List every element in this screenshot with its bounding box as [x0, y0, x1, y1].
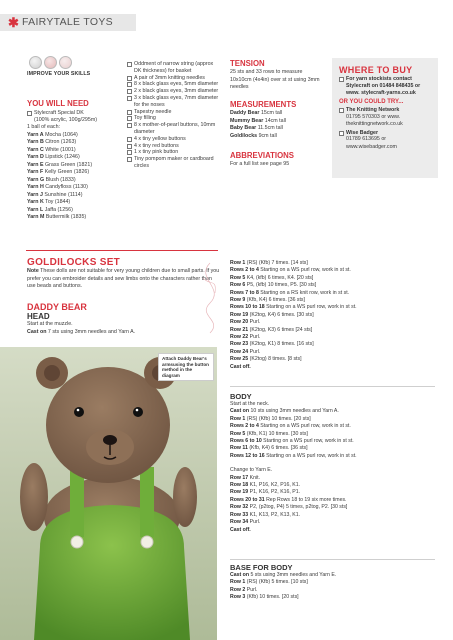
checkbox-icon [127, 110, 132, 115]
checkbox-icon [127, 116, 132, 121]
checklist-item [127, 149, 219, 156]
checkbox-icon [127, 157, 132, 162]
pattern-row-text: K1, K13, P2, K13, K1. [249, 511, 301, 518]
checklist-text: Toy filling [134, 115, 156, 122]
yarn-item-text: Citron (1263) [45, 139, 77, 146]
pattern-row [230, 423, 435, 430]
yarn-item [27, 177, 125, 185]
measurement-item-text: 15cm tall [260, 110, 283, 116]
checklist-text: A pair of 3mm knitting needles [134, 74, 205, 81]
checkbox-icon [127, 76, 132, 81]
pattern-row-text: Starting on a RS knit row, work in st st. [260, 289, 350, 296]
base-section [230, 563, 435, 602]
pattern-row-label: Row 19 [230, 311, 249, 318]
pattern-row [230, 512, 435, 519]
yarn-item-label: Yarn L [27, 206, 44, 213]
pattern-row-text: P2, (p2tog, P4) 5 times, p2tog, P2. [30 sts] [249, 504, 348, 511]
pattern-row [230, 260, 435, 267]
yarn-item-label: Yarn B [27, 139, 44, 146]
checklist-item [127, 109, 219, 116]
pattern-row [230, 297, 435, 304]
base-cast-on: 5 sts using 3mm needles and Yarn E. [250, 572, 337, 578]
yarn-intro-2: (100% acrylic, 100g/295m) [34, 116, 98, 123]
pattern-row-text: K1, P16, K2, P16, K1. [249, 482, 301, 489]
pattern-row-label: Row 11 [230, 445, 248, 452]
where-to-buy-content [339, 76, 435, 151]
checklist-item [127, 61, 219, 75]
measurement-item [230, 133, 320, 141]
skills-label: IMPROVE YOUR SKILLS [27, 71, 91, 77]
body-divider [230, 386, 435, 387]
knitting-network-name: The Knitting Network [346, 106, 400, 113]
pattern-row [230, 431, 435, 438]
pattern-row-text: (Kfb) 10 times. [20 sts] [246, 594, 299, 601]
pattern-row-label: Row 32 [230, 504, 249, 511]
knitting-network-detail: 01795 570303 or www. theknittingnetwork.co.uk [346, 113, 403, 128]
yarn-item-text: Lipstick (1246) [45, 154, 80, 161]
daddy-bear-photo [0, 347, 217, 640]
pattern-row [230, 489, 435, 496]
pattern-row-label: Row 23 [230, 341, 249, 348]
pattern-row-text: (Kfb, K4) 6 times. [36 sts] [249, 445, 308, 452]
skill-level-ball-2 [44, 56, 57, 69]
pattern-row [230, 579, 435, 586]
pattern-row [230, 416, 435, 423]
checklist-item [127, 81, 219, 88]
pattern-row [230, 364, 435, 371]
pattern-row-label: Cast off. [230, 526, 251, 533]
pattern-row-label: Row 33 [230, 511, 249, 518]
checklist-text: Tiny pompom maker or cardboard circles [134, 156, 214, 169]
yarn-item-text: Buttermilk (1835) [45, 214, 87, 221]
bear-illustration [0, 347, 217, 640]
yarn-item [27, 169, 125, 177]
asterisk-icon: ✱ [8, 15, 19, 30]
yarn-item-text: Blush (1833) [45, 176, 76, 183]
abbreviations-text: For a full list see page 95 [230, 161, 290, 167]
checkbox-icon [127, 144, 132, 149]
pattern-row [230, 482, 435, 489]
checklist-item [127, 143, 219, 150]
cast-on-label: Cast on [27, 328, 47, 335]
yarn-item [27, 154, 125, 162]
pattern-row-label: Cast off. [230, 363, 251, 370]
section-divider [26, 250, 218, 251]
pattern-row-label: Row 24 [230, 348, 249, 355]
pattern-row [230, 334, 435, 341]
pattern-row-label: Row 5 [230, 430, 246, 437]
yarn-intro-3: 1 ball of each: [27, 124, 60, 131]
measurement-item-text: 9cm tall [258, 132, 277, 139]
checklist-text: 3 x black glass eyes, 7mm diameter for the noses [134, 94, 219, 108]
pattern-row-text: Purl. [249, 348, 261, 355]
measurement-item-text: 14cm tall [264, 117, 286, 124]
pattern-row-text: (Kfb, K1) 10 times. [30 sts] [246, 430, 308, 437]
pattern-row-text: Starting on a WS purl row, work in st st. [263, 438, 354, 445]
pattern-row [230, 349, 435, 356]
checklist-item [127, 88, 219, 95]
yarn-item [27, 199, 125, 207]
pattern-row-label: Row 25 [230, 356, 249, 363]
pattern-row-text: (RS) (Kfb) 7 times. [14 sts] [246, 260, 308, 266]
pattern-row-text: (RS) (Kfb) 5 times. [10 sts] [246, 579, 308, 586]
yarn-item [27, 139, 125, 147]
measurements-list [230, 110, 320, 140]
pattern-row-text: Starting on a WS purl row, work in st st. [260, 267, 351, 274]
tension-text: 25 sts and 33 rows to measure 10x10cm (4x4in) over st st using 3mm needles [230, 69, 320, 90]
pattern-row-label: Row 34 [230, 519, 249, 526]
yarn-item-label: Yarn G [27, 176, 45, 183]
materials-checklist [127, 61, 219, 170]
measurements-title: MEASUREMENTS [230, 100, 297, 109]
pattern-row-label: Row 19 [230, 489, 249, 496]
measurement-item [230, 110, 320, 118]
checklist-text: 4 x tiny red buttons [134, 142, 179, 149]
pattern-row-text: Purl. [249, 519, 261, 526]
pattern-row-label: Row 22 [230, 334, 249, 341]
yarn-item-label: Yarn F [27, 169, 44, 176]
pattern-row-text: Starting on a WS purl row, work in st st. [266, 304, 357, 311]
body-title: BODY [230, 392, 252, 401]
base-divider [230, 559, 435, 560]
pattern-row-text: Starting on a WS purl row, work in st st. [266, 452, 357, 459]
checklist-text: 8 x black glass eyes, 5mm diameter [134, 81, 219, 88]
section-title: FAIRYTALE TOYS [22, 16, 113, 28]
measurement-item-label: Baby Bear [230, 125, 257, 131]
pattern-row [230, 587, 435, 594]
yarn-item [27, 207, 125, 215]
pattern-row [230, 519, 435, 526]
pattern-row-label: Row 2 [230, 586, 246, 593]
yarn-item-label: Yarn A [27, 131, 44, 138]
note-label: Note [27, 268, 39, 274]
pattern-row-label: Rows 12 to 16 [230, 452, 265, 459]
yarn-item-text: White (1001) [45, 146, 76, 153]
checklist-text: 1 x tiny pink button [134, 149, 179, 156]
where-to-buy-title: WHERE TO BUY [339, 65, 413, 75]
pattern-row-label: Row 1 [230, 415, 246, 422]
you-will-need-title: YOU WILL NEED [27, 99, 89, 108]
pattern-row [230, 594, 435, 601]
yarn-intro-1: Stylecraft Special DK [34, 110, 84, 116]
pattern-row-text: Starting on a WS purl row, work in st st. [260, 423, 351, 430]
yarn-item-label: Yarn H [27, 184, 44, 191]
head-subtitle: HEAD [27, 312, 50, 321]
base-cast-on-label: Cast on [230, 572, 250, 578]
pattern-row-text: Purl. [249, 319, 261, 326]
abbreviations-title: ABBREVIATIONS [230, 151, 294, 160]
yarn-item-text: Jaffa (1256) [44, 206, 73, 213]
yarn-item-text: Kelly Green (1826) [44, 169, 90, 176]
note-text: These dolls are not suitable for very young children due to small parts. If you prefer you can embroider details and sew limbs onto the characters rather than use beads and buttons. [27, 268, 220, 289]
checklist-item [127, 156, 219, 170]
pattern-row-label: Rows 2 to 4 [230, 267, 259, 274]
pattern-row-label: Row 9 [230, 297, 246, 304]
head-start-text: Start at the muzzle. [27, 321, 73, 327]
pattern-row-label: Rows 2 to 4 [230, 423, 259, 430]
checklist-text: 8 x mother-of-pearl buttons, 10mm diameter [134, 122, 216, 135]
pattern-row-text: Rep Rows 18 to 19 six more times. [266, 496, 347, 503]
checkbox-icon [127, 123, 132, 128]
yarn-item-text: Sunshine (1114) [44, 191, 83, 198]
yarn-item-text: Grass Green (1821) [44, 161, 93, 168]
yarn-item-text: Toy (1844) [45, 199, 71, 206]
pattern-row [230, 304, 435, 311]
pattern-row [230, 282, 435, 289]
pattern-row-label: Row 1 [230, 579, 246, 586]
checklist-item [127, 75, 219, 82]
checklist-text: 4 x tiny yellow buttons [134, 135, 186, 142]
measurement-item-label: Daddy Bear [230, 110, 260, 116]
pattern-row [230, 445, 435, 452]
body-cast-on: 10 sts using 3mm needles and Yarn A. [250, 408, 339, 415]
checklist-item [127, 122, 219, 136]
pattern-row-label: Row 1 [230, 260, 246, 266]
checklist-item [127, 95, 219, 109]
or-you-could-try: OR YOU COULD TRY... [339, 99, 404, 106]
pattern-row-text: (RS) (Kfb) 10 times. [20 sts] [246, 415, 311, 422]
pattern-row [230, 504, 435, 511]
pattern-row-text: Knit. [249, 474, 261, 481]
goldilocks-title: GOLDILOCKS SET [27, 257, 121, 268]
pattern-row-label: Row 6 [230, 282, 246, 289]
yarn-item [27, 214, 125, 222]
change-yarn: Change to Yarn E. [230, 467, 273, 474]
pattern-row-label: Row 3 [230, 594, 246, 601]
pattern-row-label: Rows 6 to 10 [230, 438, 262, 445]
skill-level-ball-1 [29, 56, 42, 69]
pattern-row-text: P5, (kfb) 10 times, P5. [30 sts] [246, 282, 317, 289]
checklist-text: Tapestry needle [134, 108, 172, 115]
body-cast-on-label: Cast on [230, 408, 250, 415]
pattern-row [230, 267, 435, 274]
measurement-item [230, 118, 320, 126]
yarn-item [27, 147, 125, 155]
pattern-row [230, 290, 435, 297]
yarn-item-text: Mocha (1064) [45, 131, 78, 138]
checklist-text: Oddment of narrow string (approx DK thickness) for basket [134, 61, 214, 74]
pattern-row-text: Purl. [246, 586, 258, 593]
wise-badger-detail: 01789 613695 or www.wisebadger.com [346, 136, 397, 150]
yarn-item-label: Yarn C [27, 146, 44, 153]
checklist-item [127, 136, 219, 143]
pattern-row [230, 319, 435, 326]
pattern-row-text: (K2tog, K4) 6 times. [30 sts] [249, 311, 314, 318]
pattern-row-label: Rows 20 to 31 [230, 496, 265, 503]
pattern-row [230, 527, 435, 534]
pattern-row [230, 341, 435, 348]
pattern-row-label: Rows 10 to 18 [230, 304, 265, 311]
measurement-item [230, 125, 320, 133]
pattern-row [230, 312, 435, 319]
yarn-list [27, 110, 125, 222]
pattern-row-text: (K2tog, K1) 8 times. [16 sts] [249, 341, 314, 348]
pattern-row-label: Rows 7 to 8 [230, 289, 259, 296]
head-rows [230, 260, 435, 371]
pattern-row [230, 453, 435, 460]
pattern-row-label: Row 20 [230, 319, 249, 326]
body-section [230, 392, 435, 534]
pattern-row [230, 356, 435, 363]
skill-level-ball-3 [59, 56, 72, 69]
pattern-row [230, 475, 435, 482]
pattern-row [230, 438, 435, 445]
wise-badger-name: Wise Badger [346, 129, 379, 136]
cast-on-text: 7 sts using 3mm needles and Yarn A. [47, 328, 136, 335]
checkbox-icon [127, 62, 132, 67]
base-title: BASE FOR BODY [230, 563, 293, 572]
measurement-item-label: Mummy Bear [230, 117, 264, 124]
pattern-row [230, 327, 435, 334]
yarn-item-label: Yarn M [27, 214, 45, 221]
pattern-row-label: Row 17 [230, 474, 249, 481]
pattern-row-text: (K2tog, K3) 6 times [24 sts] [249, 326, 313, 333]
yarn-item-label: Yarn D [27, 154, 44, 161]
measurement-item-label: Goldilocks [230, 132, 258, 139]
checklist-text: 2 x black glass eyes, 3mm diameter [134, 88, 219, 95]
checkbox-icon [127, 150, 132, 155]
measurement-item-text: 11.5cm tall [257, 125, 283, 131]
yarn-item-text: Candyfloss (1130) [45, 184, 88, 191]
decorative-sketch [185, 258, 235, 338]
pattern-row-label: Row 5 [230, 274, 246, 281]
pattern-row [230, 497, 435, 504]
checkbox-icon [127, 82, 132, 87]
pattern-row-text: (K2tog) 8 times. [8 sts] [249, 356, 302, 363]
tension-title: TENSION [230, 59, 265, 68]
checklist-item [127, 115, 219, 122]
yarn-item [27, 132, 125, 140]
yarn-item-label: Yarn J [27, 191, 43, 198]
yarn-item-label: Yarn E [27, 161, 44, 168]
daddy-bear-title: DADDY BEAR [27, 302, 87, 312]
body-start: Start at the neck. [230, 401, 270, 407]
pattern-row [230, 275, 435, 282]
checkbox-icon [127, 89, 132, 94]
pattern-row-text: Purl. [249, 334, 261, 341]
pattern-row-text: K4, (kfb) 6 times, K4. [20 sts] [246, 274, 314, 281]
pattern-row-label: Row 18 [230, 482, 249, 489]
photo-caption: Attach Daddy Bear's armsusing the button method in the diagram [158, 353, 214, 381]
yarn-item [27, 192, 125, 200]
stylecraft-contact: For yarn stockists contact Stylecraft on 01484 848435 or www. stylecraft-yarns.co.uk [346, 76, 421, 96]
yarn-item [27, 184, 125, 192]
yarn-item [27, 162, 125, 170]
pattern-row-label: Row 21 [230, 326, 249, 333]
pattern-row-text: (Kfb, K4) 6 times. [36 sts] [246, 297, 305, 304]
yarn-item-label: Yarn K [27, 199, 44, 206]
pattern-row-text: P1, K16, P2, K16, P1. [249, 489, 301, 496]
checkbox-icon [127, 137, 132, 142]
checkbox-icon [127, 96, 132, 101]
